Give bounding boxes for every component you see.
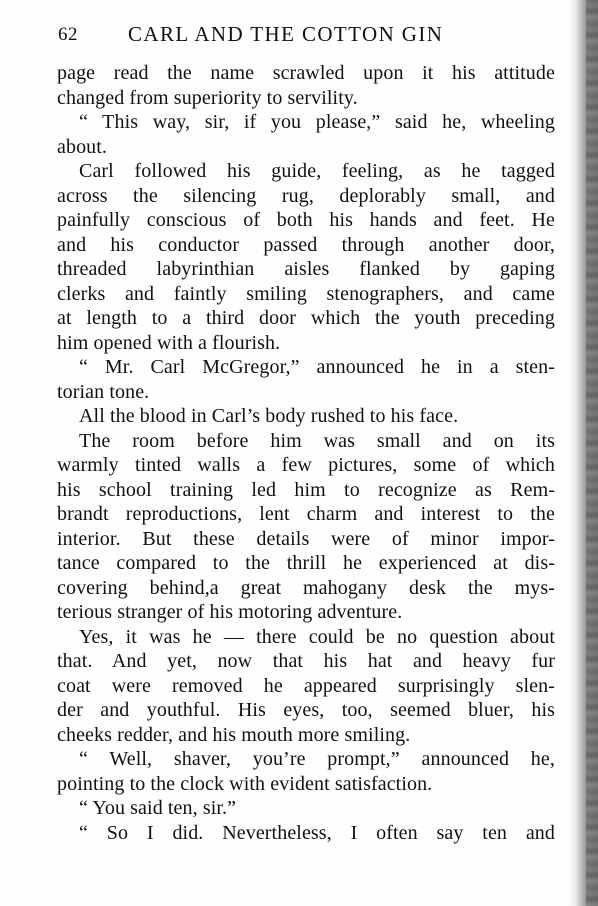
text-line: covering behind,a great mahogany desk the mys- <box>57 576 555 599</box>
text-line: page read the name scrawled upon it his attitude <box>57 62 555 84</box>
text-line: Yes, it was he — there could be no question about <box>79 625 555 648</box>
text-line: brandt reproductions, lent charm and interest to the <box>57 503 555 525</box>
page-header <box>58 22 558 50</box>
page-edge <box>586 0 598 906</box>
text-line: pointing to the clock with evident satisfaction. <box>57 772 433 795</box>
text-line: changed from superiority to servility. <box>57 86 358 109</box>
text-line: “ This way, sir, if you please,” said he, wheeling <box>79 111 555 133</box>
text-line: across the silencing rug, deplorably small, and <box>57 184 555 207</box>
text-line: “ Mr. Carl McGregor,” announced he in a sten- <box>79 356 555 378</box>
text-line: him opened with a flourish. <box>57 331 281 354</box>
text-line: terious stranger of his motoring adventure. <box>57 601 403 623</box>
text-line: The room before him was small and on its <box>79 429 555 452</box>
body-text <box>57 61 555 845</box>
text-line: torian tone. <box>57 380 150 403</box>
text-line: All the blood in Carl’s body rushed to his face. <box>79 405 459 427</box>
text-line: “ Well, shaver, you’re prompt,” announced he, <box>79 748 555 770</box>
text-line: tance compared to the thrill he experienced at dis- <box>57 552 555 574</box>
text-line: that. And yet, now that his hat and heavy fur <box>57 650 555 672</box>
text-line: clerks and faintly smiling stenographers, and came <box>57 282 555 305</box>
text-line: at length to a third door which the youth preceding <box>57 307 555 329</box>
text-line: “ So I did. Nevertheless, I often say ten and <box>79 821 555 844</box>
text-line: his school training led him to recognize as Rem- <box>57 478 555 501</box>
text-line: Carl followed his guide, feeling, as he tagged <box>79 160 555 182</box>
text-line: der and youthful. His eyes, too, seemed bluer, his <box>57 699 555 721</box>
text-line: and his conductor passed through another door, <box>57 233 555 256</box>
text-line: “ You said ten, sir.” <box>79 797 237 819</box>
text-line: cheeks redder, and his mouth more smiling. <box>57 723 411 746</box>
text-line: coat were removed he appeared surprisingly slen- <box>57 674 555 697</box>
text-line: threaded labyrinthian aisles flanked by gaping <box>57 258 555 280</box>
page-number: 62 <box>58 24 78 45</box>
text-line: interior. But these details were of minor impor- <box>57 527 555 550</box>
running-head: CARL AND THE COTTON GIN <box>128 22 444 46</box>
text-line: about. <box>57 135 108 158</box>
text-line: painfully conscious of both his hands and feet. He <box>57 209 555 231</box>
text-line: warmly tinted walls a few pictures, some of which <box>57 454 555 476</box>
